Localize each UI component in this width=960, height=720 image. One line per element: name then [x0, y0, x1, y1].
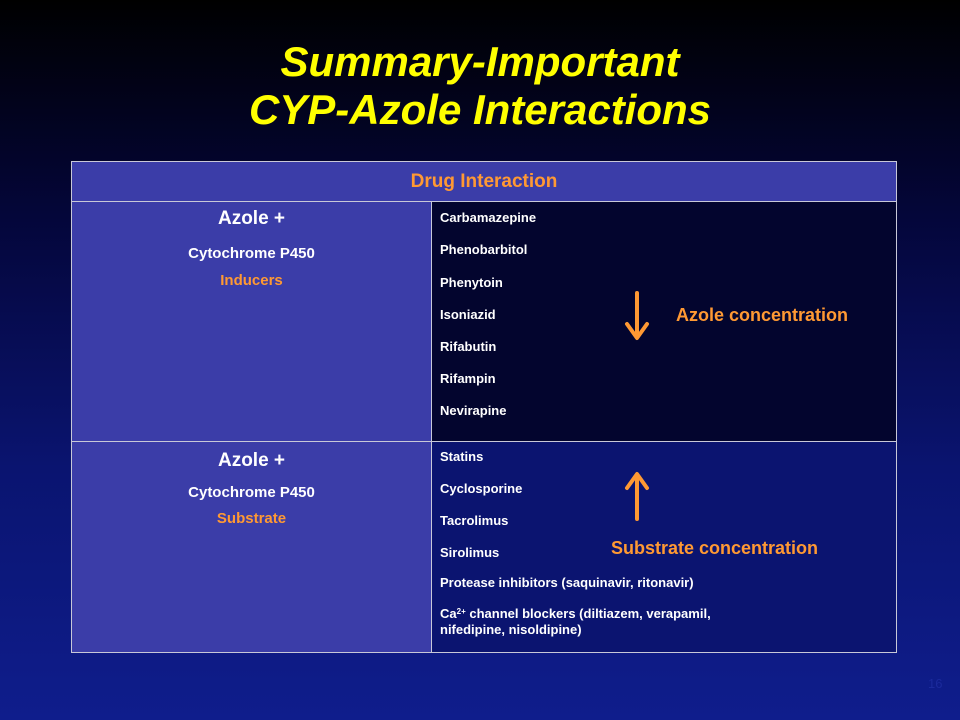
- substrate-label: Substrate: [216, 510, 287, 527]
- drug-item: Rifampin: [440, 371, 496, 386]
- drug-item: Tacrolimus: [440, 513, 509, 528]
- drug-item: Carbamazepine: [440, 210, 537, 225]
- azole-concentration-label: Azole concentration: [676, 305, 849, 325]
- drug-item: Phenobarbitol: [440, 242, 528, 257]
- drug-item: Cyclosporine: [440, 481, 523, 496]
- ca-rest: channel blockers (diltiazem, verapamil,: [465, 606, 711, 621]
- drug-item: Protease inhibitors (saquinavir, ritonavir): [440, 575, 694, 590]
- slide-title: [0, 38, 960, 134]
- table-header: Drug Interaction: [72, 162, 896, 202]
- table-row-substrate: [72, 442, 896, 652]
- ca-channel-blockers-item: [440, 606, 711, 638]
- up-arrow-icon: [623, 470, 651, 522]
- interaction-table: [71, 161, 897, 653]
- ca-prefix: Ca: [440, 606, 457, 621]
- page-number: 16: [928, 676, 943, 691]
- substrate-drug-cell: [432, 442, 896, 652]
- table-row-inducers: [72, 202, 896, 442]
- inducers-label: Inducers: [220, 272, 283, 289]
- drug-item: Rifabutin: [440, 339, 497, 354]
- inducers-category-cell: [72, 202, 432, 441]
- title-line-2: CYP-Azole Interactions: [248, 86, 712, 133]
- drug-item: Nevirapine: [440, 403, 507, 418]
- drug-item: Isoniazid: [440, 307, 496, 322]
- title-line-1: Summary-Important: [280, 38, 680, 85]
- ca-superscript: 2+: [456, 607, 466, 616]
- substrate-concentration-label: Substrate concentration: [611, 538, 819, 558]
- drug-item: Sirolimus: [440, 545, 500, 560]
- cyp-label: Cytochrome P450: [188, 245, 315, 262]
- azole-plus-label: Azole +: [217, 450, 286, 471]
- drug-item: Phenytoin: [440, 275, 503, 290]
- azole-plus-label: Azole +: [217, 208, 286, 229]
- drug-item: Statins: [440, 449, 484, 464]
- down-arrow-icon: [623, 290, 651, 342]
- cyp-label: Cytochrome P450: [188, 484, 315, 501]
- inducers-drug-cell: [432, 202, 896, 441]
- ca-line-2: nifedipine, nisoldipine): [440, 622, 582, 637]
- substrate-category-cell: [72, 442, 432, 652]
